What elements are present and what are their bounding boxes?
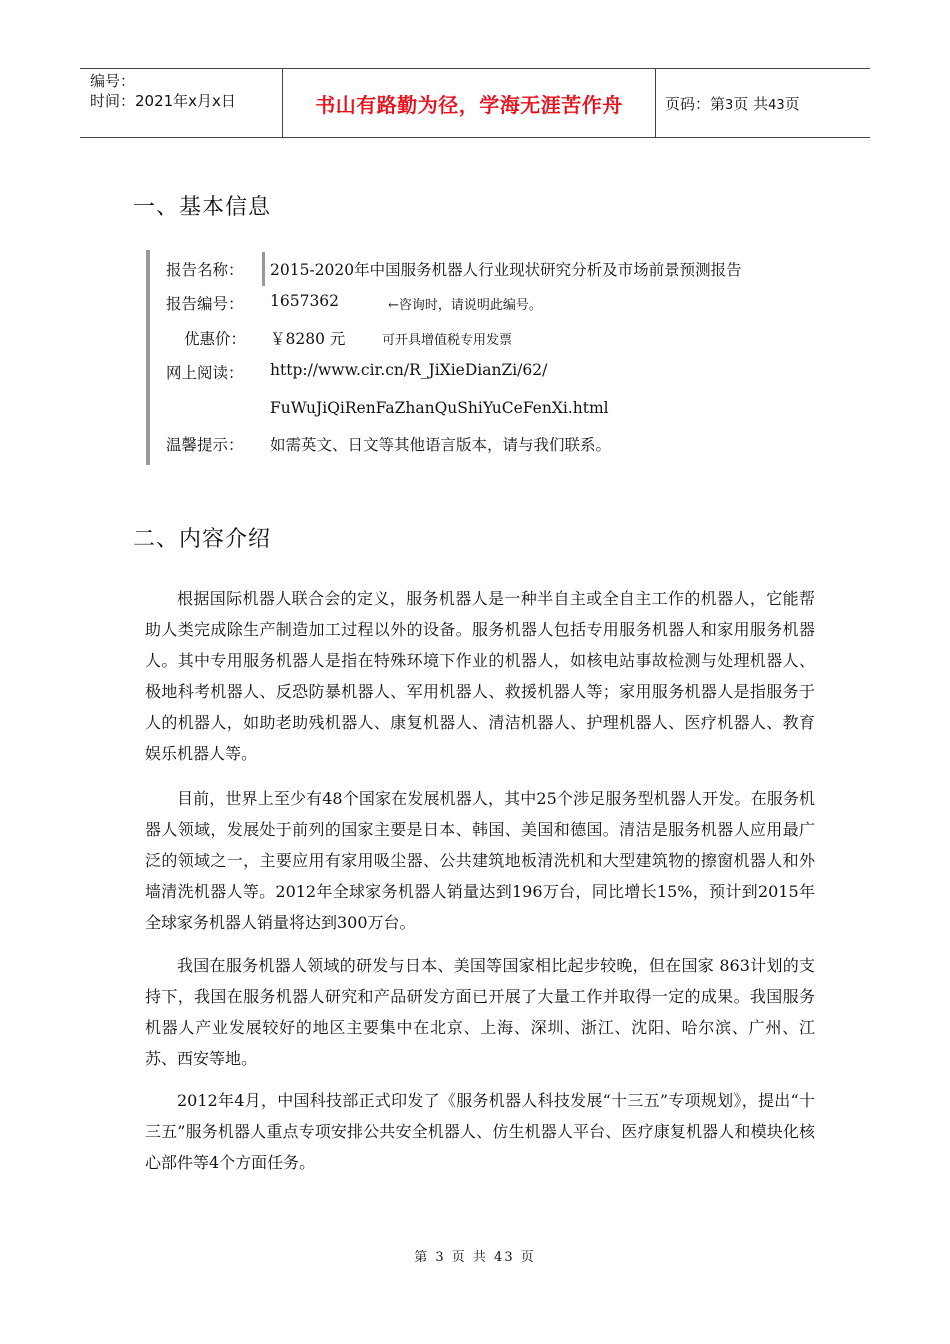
- section-title-basic-info: 一、基本信息: [133, 195, 272, 220]
- header-motto-cell: [282, 69, 656, 137]
- body-paragraph: 我国在服务机器人领域的研发与日本、美国等国家相比起步较晚，但在国家 863计划的支持下，我国在服务机器人研究和产品研发方面已开展了大量工作并取得一定的成果。我国服务机器人产业发展较好的地区主要集中在北京、上海、深圳、浙江、沈阳、哈尔滨、广州、江苏、西安等地。: [145, 956, 815, 1068]
- header-page-cell: [655, 69, 870, 137]
- info-divider: [262, 252, 265, 286]
- document-number-label: 编号：: [90, 72, 136, 90]
- header-page-number: 页码：第3页 共43页: [665, 94, 800, 113]
- online-read-link[interactable]: http://www.cir.cn/R_JiXieDianZi/62/: [270, 361, 548, 379]
- body-paragraph: 目前，世界上至少有48个国家在发展机器人，其中25个涉足服务型机器人开发。在服务机器人领域，发展处于前列的国家主要是日本、韩国、美国和德国。清洁是服务机器人应用最广泛的领域之一，主要应用有家用吸尘器、公共建筑地板清洗机和大型建筑物的擦窗机器人和外墙清洗机器人等。2012年全球家务机器人销量达到196万台，同比增长15%，预计到2015年全球家务机器人销量将达到300万台。: [145, 789, 815, 932]
- report-number-note: ←咨询时，请说明此编号。: [388, 298, 542, 313]
- basic-info-box: 报告名称： 2015-2020年中国服务机器人行业现状研究分析及市场前景预测报告 报告编号： 1657362 ←咨询时，请说明此编号。 优惠价： ￥8280 元 可开具增值税专用发票 网上阅读： http://www.cir.cn/R_JiXieDianZi/62/ FuWuJiQiRenFaZhanQuShiYuCeFenXi.html 温馨提示： 如需英文、日文等其他语言版本，请与我们联系。: [146, 250, 850, 465]
- body-paragraph: 根据国际机器人联合会的定义，服务机器人是一种半自主或全自主工作的机器人，它能帮助人类完成除生产制造加工过程以外的设备。服务机器人包括专用服务机器人和家用服务机器人。其中专用服务机器人是指在特殊环境下作业的机器人，如核电站事故检测与处理机器人、极地科考机器人、反恐防暴机器人、军用机器人、救援机器人等；家用服务机器人是指服务于人的机器人，如助老助残机器人、康复机器人、清洁机器人、护理机器人、医疗机器人、教育娱乐机器人等。: [145, 589, 815, 763]
- body-paragraph: 2012年4月，中国科技部正式印发了《服务机器人科技发展“十三五”专项规划》，提出“十三五”服务机器人重点专项安排公共安全机器人、仿生机器人平台、医疗康复机器人和模块化核心部件等4个方面任务。: [145, 1091, 815, 1172]
- header-motto: 书山有路勤为径，学海无涯苦作舟: [315, 92, 623, 117]
- page-footer: 第 3 页 共 43 页: [414, 1250, 536, 1265]
- page-header: [80, 68, 870, 138]
- online-read-link-cont[interactable]: FuWuJiQiRenFaZhanQuShiYuCeFenXi.html: [270, 399, 609, 417]
- document-time-label: 时间：2021年x月x日: [90, 92, 236, 110]
- section-title-content: 二、内容介绍: [133, 527, 272, 552]
- invoice-note: 可开具增值税专用发票: [382, 333, 513, 348]
- header-meta: [80, 69, 282, 137]
- price-value: ￥8280 元: [270, 330, 346, 348]
